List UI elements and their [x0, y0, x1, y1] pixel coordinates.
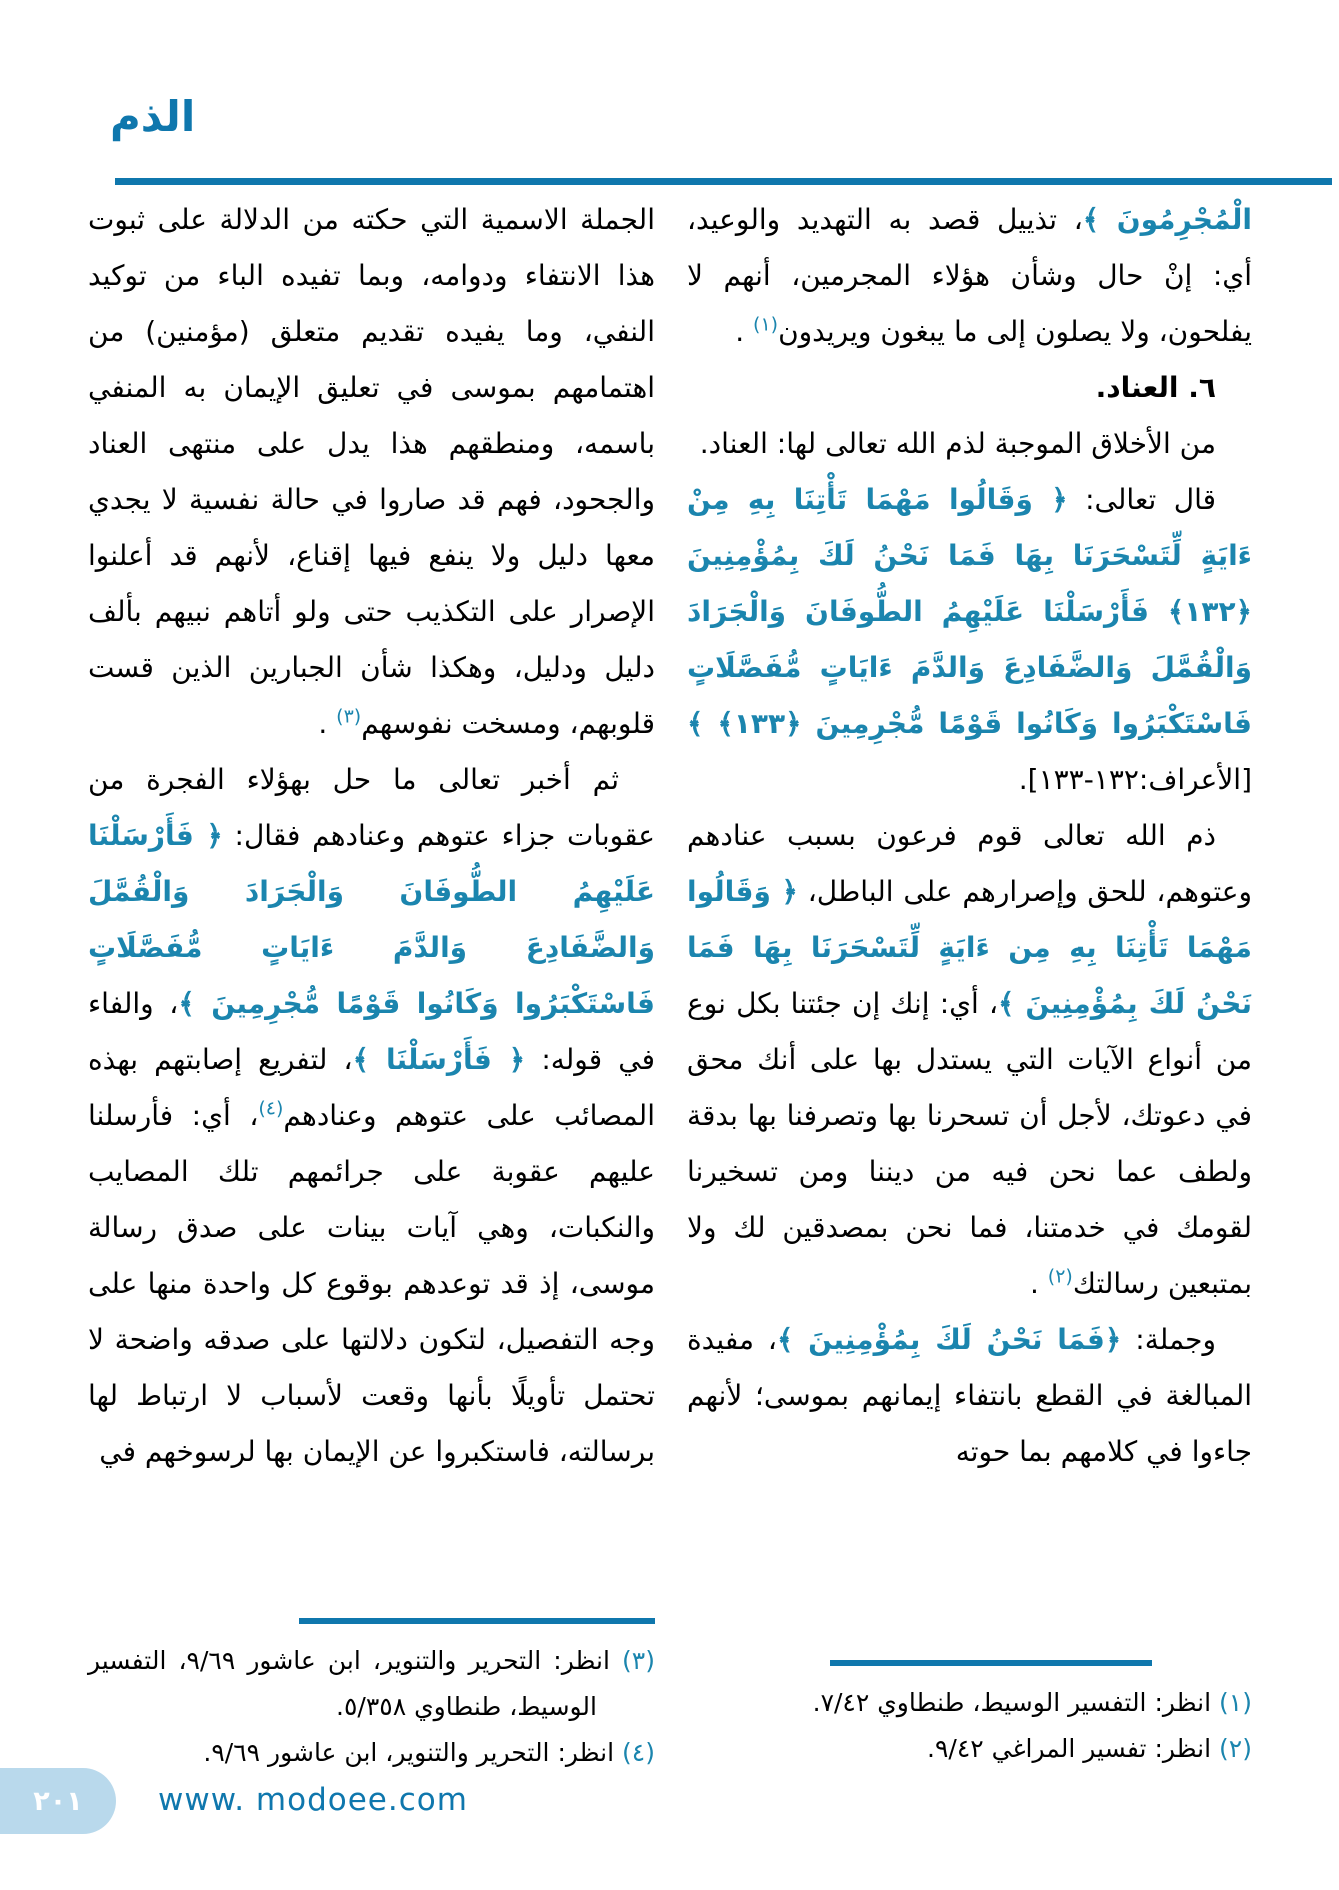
paragraph — [88, 752, 655, 1480]
footnote-text: انظر: التحرير والتنوير، ابن عاشور ٩/٦٩. — [203, 1738, 615, 1767]
page-number-badge — [0, 1768, 116, 1834]
column-right-footnotes-list — [687, 1680, 1252, 1772]
page-header-title: الذم — [110, 92, 196, 141]
paragraph — [687, 1312, 1252, 1480]
body-text: . — [318, 707, 337, 740]
footnote-ref: (٣) — [336, 705, 362, 728]
footnote-text: انظر: التفسير الوسيط، طنطاوي ٧/٤٢. — [812, 1688, 1212, 1717]
paragraph — [687, 416, 1252, 472]
footnote-text: انظر: التحرير والتنوير، ابن عاشور ٩/٦٩، التفسير الوسيط، طنطاوي ٥/٣٥٨. — [88, 1646, 610, 1721]
quran-quote: ﴿ فَأَرْسَلْنَا عَلَيْهِمُ الطُّوفَانَ وَالْجَرَادَ وَالْقُمَّلَ وَالضَّفَادِعَ وَالدَّمَ ءَايَاتٍ مُّفَصَّلَاتٍ فَاسْتَكْبَرُوا وَكَانُوا قَوْمًا مُّجْرِمِينَ ﴾ — [88, 819, 655, 1020]
paragraph — [88, 192, 655, 752]
body-text: ذم الله تعالى قوم فرعون بسبب عنادهم وعتوهم، للحق وإصرارهم على الباطل، — [687, 819, 1252, 908]
column-right-body — [687, 192, 1252, 1654]
body-text: من الأخلاق الموجبة لذم الله تعالى لها: العناد. — [699, 427, 1216, 460]
section-heading — [687, 360, 1252, 416]
body-text: ثم أخبر تعالى ما حل بهؤلاء الفجرة من عقوبات جزاء عتوهم وعنادهم فقال: — [88, 763, 655, 852]
body-text: ، مفيدة المبالغة في القطع بانتفاء إيمانهم بموسى؛ لأنهم جاءوا في كلامهم بما حوته — [687, 1323, 1252, 1468]
quran-quote: ﴿ فَأَرْسَلْنَا ﴾ — [352, 1043, 526, 1076]
body-text: ، أي: إنك إن جئتنا بكل نوع من أنواع الآيات التي يستدل بها على أنك محق في دعوتك، لأجل أن تسحرنا بها وتصرفنا بها بدقة ولطف عما نحن فيه من ديننا ومن تسخيرنا لقومك في خدمتنا، فما نحن بمصدقين لك ولا بمتبعين رسالتك — [687, 987, 1252, 1300]
verse-reference: [الأعراف:١٣٢-١٣٣]. — [1018, 763, 1252, 796]
body-text: قال تعالى: — [1067, 483, 1216, 516]
body-text: . — [735, 315, 754, 348]
quran-quote: الْمُجْرِمُونَ ﴾ — [1082, 203, 1252, 236]
footnote — [687, 1680, 1252, 1726]
quran-quote: ﴿ وَقَالُوا مَهْمَا تَأْتِنَا بِهِ مِنْ ءَايَةٍ لِّتَسْحَرَنَا بِهَا فَمَا نَحْنُ لَكَ بِمُؤْمِنِينَ ﴿١٣٢﴾ فَأَرْسَلْنَا عَلَيْهِمُ الطُّوفَانَ وَالْجَرَادَ وَالْقُمَّلَ وَالضَّفَادِعَ وَالدَّمَ ءَايَاتٍ مُّفَصَّلَاتٍ فَاسْتَكْبَرُوا وَكَانُوا قَوْمًا مُّجْرِمِينَ ﴿١٣٣﴾ ﴾ — [687, 483, 1252, 740]
column-right-footnotes — [687, 1660, 1252, 1772]
paragraph — [687, 808, 1252, 1312]
column-right — [687, 192, 1252, 1772]
body-text: ، تذييل قصد به التهديد والوعيد، أي: إنْ حال وشأن هؤلاء المجرمين، أنهم لا يفلحون، ولا يصلون إلى ما يبغون ويريدون — [687, 203, 1252, 348]
body-text: وجملة: — [1121, 1323, 1216, 1356]
quran-quote: ﴿فَمَا نَحْنُ لَكَ بِمُؤْمِنِينَ ﴾ — [776, 1323, 1122, 1356]
paragraph — [687, 192, 1252, 360]
footnote-marker: (٢) — [1211, 1734, 1252, 1763]
footnote-divider — [299, 1618, 655, 1624]
footnote-text: انظر: تفسير المراغي ٩/٤٢. — [927, 1734, 1212, 1763]
footnote — [88, 1638, 655, 1730]
footnote — [687, 1726, 1252, 1772]
quran-quote: ﴿ وَقَالُوا مَهْمَا تَأْتِنَا بِهِ مِن ءَايَةٍ لِّتَسْحَرَنَا بِهَا فَمَا نَحْنُ لَكَ بِمُؤْمِنِينَ ﴾ — [687, 875, 1252, 1020]
body-text: . — [1029, 1267, 1048, 1300]
page-number: ٢٠١ — [33, 1785, 83, 1817]
header-divider — [115, 178, 1332, 185]
footnote-ref: (١) — [753, 313, 779, 336]
site-url: www. modoee.com — [158, 1782, 468, 1818]
footnote-marker: (٤) — [614, 1738, 655, 1767]
column-left-footnotes-list — [88, 1638, 655, 1776]
column-left-body — [88, 192, 655, 1612]
paragraph — [687, 472, 1252, 808]
footnote-divider — [830, 1660, 1152, 1666]
body-text: ، لتفريع إصابتهم بهذه المصائب على عتوهم وعنادهم — [88, 1043, 655, 1132]
footnote-ref: (٢) — [1047, 1265, 1073, 1288]
body-text: الجملة الاسمية التي حكته من الدلالة على ثبوت هذا الانتفاء ودوامه، وبما تفيده الباء من توكيد النفي، وما يفيده تقديم متعلق (مؤمنين) من اهتمامهم بموسى في تعليق الإيمان به المنفي باسمه، ومنطقهم هذا يدل على منتهى العناد والجحود، فهم قد صاروا في حالة نفسية لا يجدي معها دليل ولا ينفع فيها إقناع، لأنهم قد أعلنوا الإصرار على التكذيب حتى ولو أتاهم نبيهم بألف دليل ودليل، وهكذا شأن الجبارين الذين قست قلوبهم، ومسخت نفوسهم — [88, 203, 655, 740]
body-text: ٦. العناد. — [1095, 371, 1216, 404]
column-left — [88, 192, 655, 1776]
footnote-marker: (٣) — [609, 1646, 655, 1675]
body-text: ، أي: فأرسلنا عليهم عقوبة على جرائمهم تلك المصايب والنكبات، وهي آيات بينات على صدق رسالة موسى، إذ قد توعدهم بوقوع كل واحدة منها على وجه التفصيل، لتكون دلالتها على صدقه واضحة لا تحتمل تأويلًا بأنها وقعت لأسباب لا ارتباط لها برسالته، فاستكبروا عن الإيمان بها لرسوخهم في — [88, 1099, 655, 1468]
footnote-ref: (٤) — [258, 1097, 284, 1120]
column-left-footnotes — [88, 1618, 655, 1776]
footnote-marker: (١) — [1211, 1688, 1252, 1717]
body-text: ، والفاء في قوله: — [88, 987, 655, 1076]
footnote — [88, 1730, 655, 1776]
